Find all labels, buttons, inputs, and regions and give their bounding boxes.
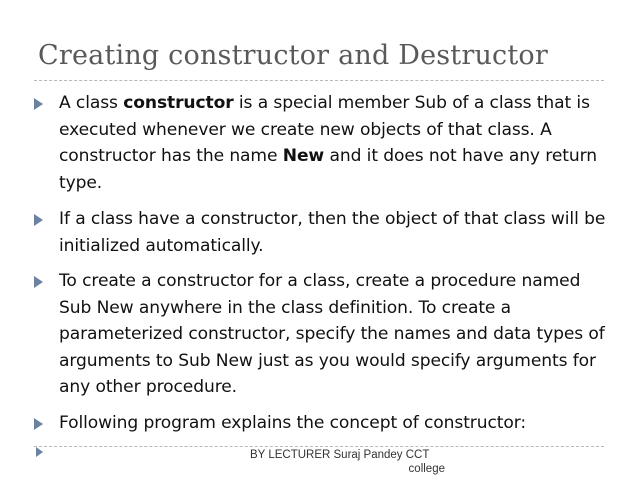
- bullet-triangle-icon: [34, 418, 43, 430]
- footer-line-2: college: [408, 463, 445, 475]
- title-divider: [34, 80, 604, 81]
- slide-footer: [250, 448, 445, 476]
- bullet-text-3: To create a constructor for a class, create a procedure named Sub New anywhere in the class definition. To create a parameterized constructor, specify the names and data types of arguments to Sub New just as you would specify arguments for any other procedure.: [59, 271, 605, 397]
- bullet-text-segment: A class: [59, 93, 124, 113]
- slide-title: Creating constructor and Destructor: [38, 40, 548, 71]
- footer-line-1: BY LECTURER Suraj Pandey CCT: [250, 449, 430, 461]
- bullet-triangle-icon: [34, 276, 43, 288]
- bullet-text-2: If a class have a constructor, then the object of that class will be initialized automatically.: [59, 209, 606, 256]
- footer-divider: [34, 446, 604, 447]
- bullet-triangle-icon: [34, 98, 43, 110]
- bold-term-constructor: constructor: [123, 93, 234, 113]
- bullet-text-1: [59, 90, 607, 196]
- bullet-text-4: Following program explains the concept of constructor:: [59, 413, 527, 433]
- bullet-text-segment: and it does not have any return type.: [59, 146, 597, 193]
- bullet-text-segment: is a special member Sub of a class that is executed whenever we create new objects of that class. A constructor has the name: [59, 93, 590, 166]
- nav-arrow-icon: [36, 447, 43, 457]
- bold-term-new: New: [282, 146, 325, 166]
- bullet-triangle-icon: [34, 214, 43, 226]
